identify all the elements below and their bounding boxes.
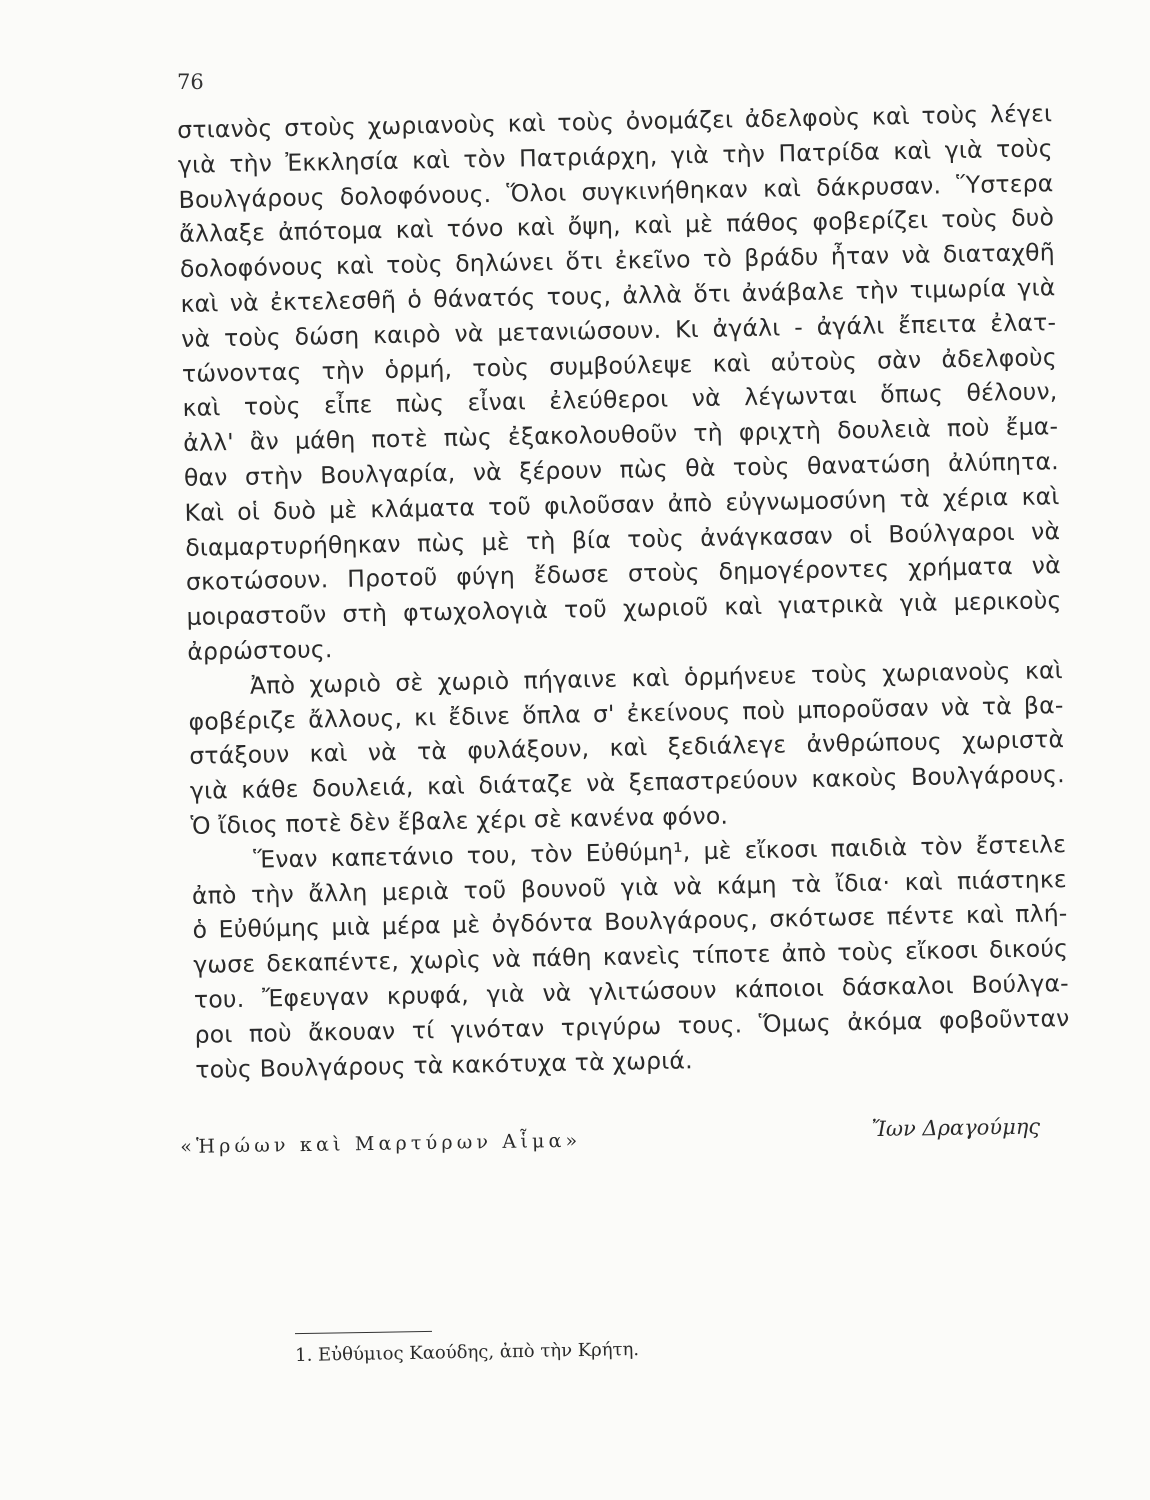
text-line: φοβέριζε ἄλλους, κι ἔδινε ὅπλα σ' ἐκείνους ποὺ μποροῦσαν νὰ τὰ βα- <box>188 690 1064 736</box>
text-line: ἀρρώστους. <box>187 635 333 666</box>
text-line: του. Ἔφευγαν κρυφά, γιὰ νὰ γλιτώσουν κάποιοι δάσκαλοι Βούλγα- <box>193 968 1070 1014</box>
text-line: Ἀπὸ χωριὸ σὲ χωριὸ πήγαινε καὶ ὁρμήνευε τοὺς χωριανοὺς καὶ <box>249 655 1064 700</box>
text-line: ροι ποὺ ἄκουαν τί γινόταν τριγύρω τους. Ὅμως ἀκόμα φοβοῦνταν <box>194 1003 1070 1049</box>
text-line: καὶ νὰ ἐκτελεσθῆ ὁ θάνατός τους, ἀλλὰ ὅτι ἀνάβαλε τὴν τιμωρία γιὰ <box>180 273 1056 318</box>
text-line: καὶ τοὺς εἶπε πὼς εἶναι ἐλεύθεροι νὰ λέγωνται ὅπως θέλουν, <box>182 377 1058 423</box>
text-line: νὰ τοὺς δώση καιρὸ νὰ μετανιώσουν. Κι ἀγάλι - ἀγάλι ἔπειτα ἐλατ- <box>181 307 1057 353</box>
text-line: Ὁ ἴδιος ποτὲ δὲν ἔβαλε χέρι σὲ κανένα φόνο. <box>190 801 729 840</box>
footnote-divider <box>295 1331 432 1334</box>
text-line: ἀπὸ τὴν ἄλλη μεριὰ τοῦ βουνοῦ γιὰ νὰ κάμη τὰ ἴδια· καὶ πιάστηκε <box>191 864 1068 910</box>
text-line: γωσε δεκαπέντε, χωρὶς νὰ πάθη κανεὶς τίποτε ἀπὸ τοὺς εἴκοσι δικούς <box>193 934 1069 979</box>
source-attribution <box>180 1114 1040 1162</box>
text-line: διαμαρτυρήθηκαν πὼς μὲ τὴ βία τοὺς ἀνάγκασαν οἱ Βούλγαροι νὰ <box>185 516 1061 562</box>
text-line: στάξουν καὶ νὰ τὰ φυλάξουν, καὶ ξεδιάλεγε ἀνθρώπους χωριστὰ <box>189 725 1065 771</box>
text-line: Καὶ οἱ δυὸ μὲ κλάματα τοῦ φιλοῦσαν ἀπὸ εὐγνωμοσύνη τὰ χέρια καὶ <box>184 481 1060 527</box>
source-author: Ἴων Δραγούμης <box>871 1114 1041 1142</box>
text-line: τοὺς Βουλγάρους τὰ κακότυχα τὰ χωριά. <box>195 1045 693 1084</box>
text-line: Ἕναν καπετάνιο του, τὸν Εὐθύμη¹, μὲ εἴκοσι παιδιὰ τὸν ἔστειλε <box>253 829 1067 874</box>
text-line: ἀλλ' ἂν μάθη ποτὲ πὼς ἐξακολουθοῦν τὴ φριχτὴ δουλειὰ ποὺ ἔμα- <box>183 412 1059 458</box>
footnote: 1. Εὐθύμιος Καούδης, ἀπὸ τὴν Κρήτη. <box>295 1338 640 1366</box>
text-line: σκοτώσουν. Προτοῦ φύγη ἔδωσε στοὺς δημογέροντες χρήματα νὰ <box>185 551 1062 597</box>
text-line: στιανὸς στοὺς χωριανοὺς καὶ τοὺς ὀνομάζει ἀδελφοὺς καὶ τοὺς λέγει <box>177 99 1053 144</box>
text-line: Βουλγάρους δολοφόνους. Ὅλοι συγκινήθηκαν καὶ δάκρυσαν. Ὕστερα <box>178 168 1054 214</box>
text-line: γιὰ τὴν Ἐκκλησία καὶ τὸν Πατριάρχη, γιὰ τὴν Πατρίδα καὶ γιὰ τοὺς <box>177 133 1054 179</box>
text-line: γιὰ κάθε δουλειά, καὶ διάταζε νὰ ξεπαστρεύουν κακοὺς Βουλγάρους. <box>189 760 1066 806</box>
text-line: ὁ Εὐθύμης μιὰ μέρα μὲ ὀγδόντα Βουλγάρους, σκότωσε πέντε καὶ πλή- <box>192 899 1068 945</box>
body-text <box>177 99 1071 1090</box>
text-line: τώνοντας τὴν ὁρμή, τοὺς συμβούλεψε καὶ αὐτοὺς σὰν ἀδελφοὺς <box>181 342 1058 388</box>
source-title: «Ἡρώων καὶ Μαρτύρων Αἷμα» <box>180 1129 582 1158</box>
page-number: 76 <box>177 70 204 94</box>
text-line: ἄλλαξε ἀπότομα καὶ τόνο καὶ ὄψη, καὶ μὲ πάθος φοβερίζει τοὺς δυὸ <box>179 203 1055 249</box>
text-line: δολοφόνους καὶ τοὺς δηλώνει ὅτι ἐκεῖνο τὸ βράδυ ἦταν νὰ διαταχθῆ <box>179 238 1056 284</box>
text-line: μοιραστοῦν στὴ φτωχολογιὰ τοῦ χωριοῦ καὶ γιατρικὰ γιὰ μερικοὺς <box>186 586 1062 632</box>
text-line: θαν στὴν Βουλγαρία, νὰ ξέρουν πὼς θὰ τοὺς θανατώση ἀλύπητα. <box>183 447 1060 492</box>
